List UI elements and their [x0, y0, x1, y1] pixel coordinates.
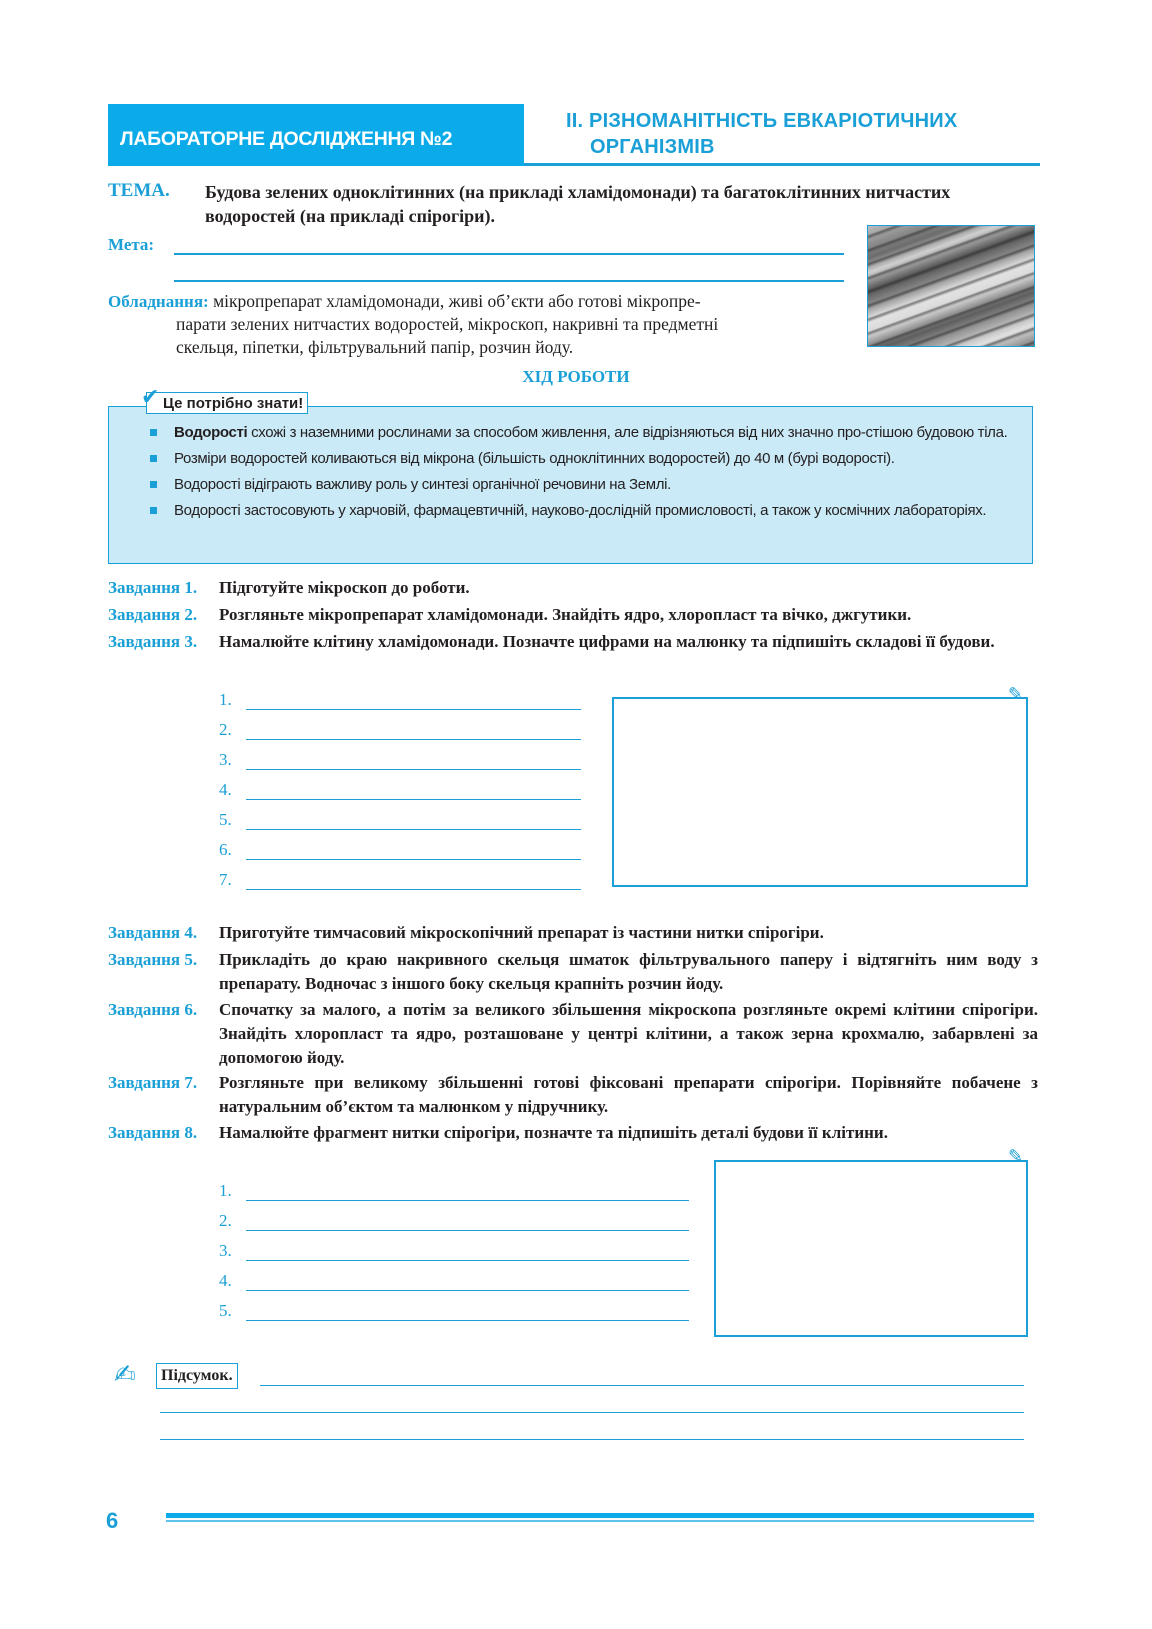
task-3	[108, 630, 1038, 654]
pencil-icon: ✎	[1008, 684, 1024, 705]
task-label: Завдання 7.	[108, 1073, 198, 1092]
task-text: Намалюйте клітину хламідомонади. Позначте цифрами на малюнку та підпишіть складові її будови.	[219, 632, 995, 651]
answer-line[interactable]	[246, 709, 581, 710]
info-bullet: Водорості відіграють важливу роль у синтезі органічної речовини на Землі.	[150, 473, 1030, 496]
checkmark-icon: ✔	[141, 385, 160, 410]
task-label: Завдання 6.	[108, 1000, 198, 1019]
task-label: Завдання 2.	[108, 605, 198, 624]
task-6	[108, 998, 1038, 1070]
task-text: Підготуйте мікроскоп до роботи.	[219, 578, 470, 597]
answer-line[interactable]	[246, 739, 581, 740]
info-bullet: Водорості застосовують у харчовій, фармацевтичній, науково-дослідній промисловості, а також у космічних лабораторіях.	[150, 499, 1030, 522]
section-title-line1: ІІ. РІЗНОМАНІТНІСТЬ ЕВКАРІОТИЧНИХ	[566, 110, 958, 132]
goal-answer-line-1[interactable]	[174, 253, 844, 255]
procedure-title: ХІД РОБОТИ	[522, 367, 630, 386]
info-box-tag: ✔ Це потрібно знати!	[146, 392, 308, 414]
task-1	[108, 576, 1038, 600]
task-label: Завдання 3.	[108, 632, 198, 651]
answer-line[interactable]	[246, 859, 581, 860]
equipment-label: Обладнання:	[108, 292, 209, 311]
footer-rule	[166, 1513, 1034, 1518]
task-label: Завдання 8.	[108, 1123, 198, 1142]
answer-line[interactable]	[246, 889, 581, 890]
task-3-label-list: 1. 2. 3. 4. 5. 6. 7.	[219, 690, 589, 900]
task-7	[108, 1071, 1038, 1119]
topic-text: Будова зелених одноклітинних (на прикладі хламідомонади) та багатоклітинних нитчастих водоростей (на прикладі спірогіри).	[205, 182, 951, 226]
task-5	[108, 948, 1038, 996]
goal-label: Мета:	[108, 235, 155, 254]
footer-rule-thin	[166, 1520, 1034, 1522]
task-label: Завдання 5.	[108, 950, 198, 969]
task-text: Розгляньте мікропрепарат хламідомонади. Знайдіть ядро, хлоропласт та вічко, джгутики.	[219, 605, 912, 624]
answer-line[interactable]	[246, 1320, 689, 1321]
task-8	[108, 1121, 1038, 1145]
task-8-label-list: 1. 2. 3. 4. 5.	[219, 1181, 699, 1331]
task-label: Завдання 4.	[108, 923, 198, 942]
task-4	[108, 921, 1038, 945]
lab-title-banner	[108, 104, 524, 166]
task-2	[108, 603, 1038, 627]
info-bullet: Розміри водоростей коливаються від мікрона (більшість одноклітинних водоростей) до 40 м (бурі водорості).	[150, 447, 1030, 470]
task-text: Приготуйте тимчасовий мікроскопічний препарат із частини нитки спірогіри.	[219, 923, 824, 942]
answer-line[interactable]	[246, 1260, 689, 1261]
answer-line[interactable]	[246, 1200, 689, 1201]
info-bullet: Водорості схожі з наземними рослинами за способом живлення, але відрізняються від них значно про-стішою будовою тіла.	[150, 421, 1030, 444]
answer-line[interactable]	[246, 1230, 689, 1231]
lab-title: ЛАБОРАТОРНЕ ДОСЛІДЖЕННЯ №2	[120, 128, 453, 150]
answer-line[interactable]	[246, 799, 581, 800]
pencil-icon: ✎	[1008, 1146, 1024, 1167]
page-number: 6	[106, 1508, 119, 1533]
answer-line[interactable]	[246, 829, 581, 830]
task-text: Розгляньте при великому збільшенні готові фіксовані препарати спірогіри. Порівняйте побачене з натуральним об’єктом та малюнком у підручнику.	[219, 1073, 1038, 1116]
task-text: Намалюйте фрагмент нитки спірогіри, позначте та підпишіть деталі будови її клітини.	[219, 1123, 888, 1142]
summary-line-1[interactable]	[260, 1385, 1024, 1386]
drawing-area-chlamydomonas[interactable]	[612, 697, 1028, 887]
task-text: Спочатку за малого, а потім за великого збільшення мікроскопа розгляньте окремі клітини спірогіри. Знайдіть хлоропласт та ядро, розташоване у центрі клітини, а також зерна крохмалю, забарвлені за допомогою йоду.	[219, 1000, 1038, 1067]
task-text: Прикладіть до краю накривного скельця шматок фільтрувального паперу і відтягніть ним воду з препарату. Водночас з іншого боку скельця крапніть розчин йоду.	[219, 950, 1038, 993]
drawing-area-spirogyra[interactable]	[714, 1160, 1028, 1337]
writing-hand-icon: ✍	[114, 1360, 136, 1390]
summary-line-2[interactable]	[160, 1412, 1024, 1413]
section-title	[566, 108, 957, 160]
equipment-text: Обладнання: мікропрепарат хламідомонади, живі об’єкти або готові мікропре- парати зелених нитчастих водоростей, мікроскоп, накривні та предметні скельця, піпетки, фільтрувальний папір, розчин йоду.	[108, 291, 719, 357]
header-divider	[524, 163, 1040, 166]
topic-label: ТЕМА.	[108, 180, 170, 201]
answer-line[interactable]	[246, 769, 581, 770]
info-bullet-list	[150, 421, 1030, 525]
goal-answer-line-2[interactable]	[174, 280, 844, 282]
task-label: Завдання 1.	[108, 578, 198, 597]
answer-line[interactable]	[246, 1290, 689, 1291]
summary-line-3[interactable]	[160, 1439, 1024, 1440]
section-title-line2: ОРГАНІЗМІВ	[590, 136, 715, 158]
algae-micrograph-image	[867, 225, 1035, 347]
summary-label: Підсумок.	[156, 1363, 238, 1389]
